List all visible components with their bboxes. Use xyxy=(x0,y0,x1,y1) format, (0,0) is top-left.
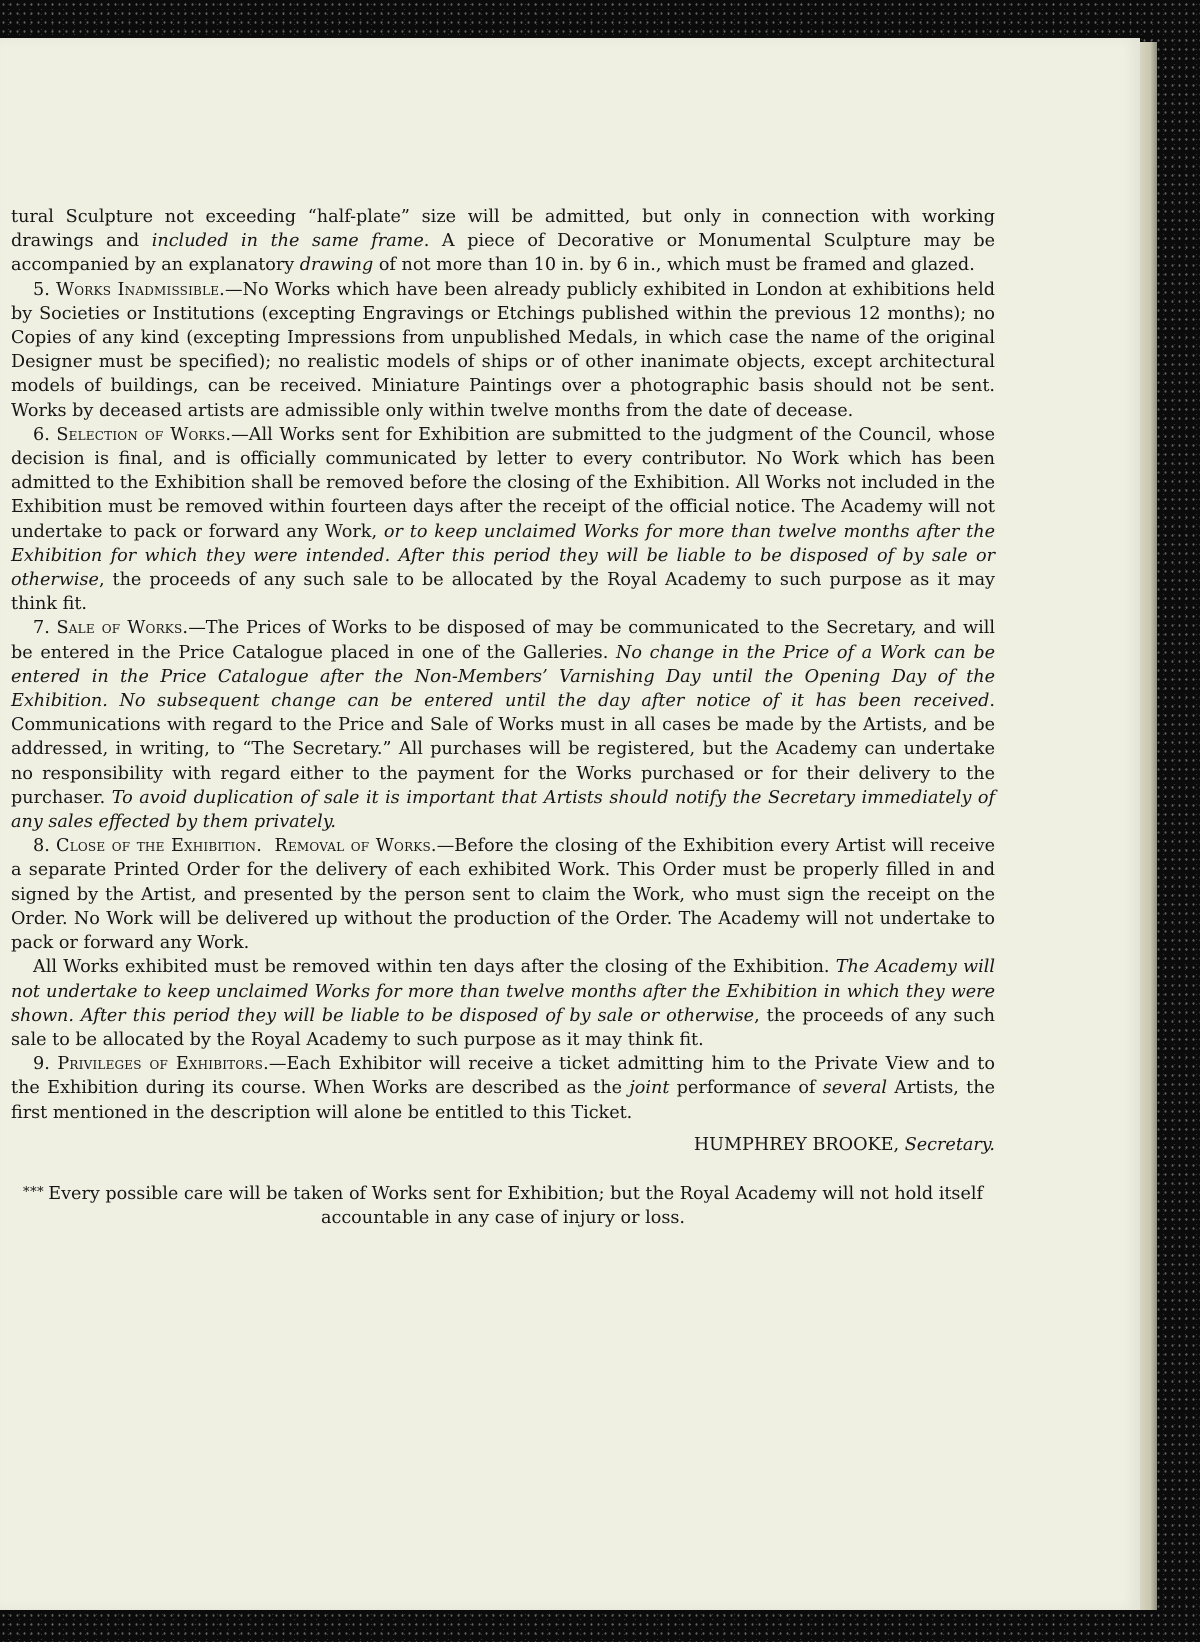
paragraph-removal-of-works xyxy=(11,955,995,1052)
document-page xyxy=(0,38,1140,1610)
section-heading: Works Inadmissible. xyxy=(55,279,225,300)
italic-run: drawing xyxy=(299,255,374,276)
section-heading: Selection of Works. xyxy=(56,424,232,445)
text-run: , the proceeds of any such sale to be allocated by the Royal Academy to such purpose as it may think fit. xyxy=(11,1005,995,1050)
signature-name: HUMPHREY BROOKE, xyxy=(693,1134,905,1155)
paragraph-privileges-of-exhibitors xyxy=(11,1052,995,1125)
paragraph-number: 8. xyxy=(33,836,57,857)
text-run: —The Prices of Works to be disposed of may be communicated to the Secretary, and will be entered in the Price Catalogue placed in one of the Galleries. xyxy=(11,618,995,663)
text-run: performance of xyxy=(669,1078,823,1099)
text-run: . A piece of Decorative or Monumental Sculpture may be accompanied by an explanatory xyxy=(11,231,995,276)
italic-run: To avoid duplication of sale it is important that Artists should notify the Secretary immediately of any sales effected by them privately. xyxy=(11,787,996,833)
text-run: of not more than 10 in. by 6 in., which must be framed and glazed. xyxy=(373,255,975,276)
italic-run: included in the same frame xyxy=(151,231,424,252)
care-note xyxy=(11,1181,995,1230)
paragraph-sculpture-continued xyxy=(11,205,995,278)
italic-run: or to keep unclaimed Works for more than twelve months after the Exhibition for which they were intended. After this period they will be liable to be disposed of by sale or otherwise xyxy=(11,521,995,591)
paragraph-number: 5. xyxy=(33,279,56,300)
text-run: tural Sculpture not exceeding “half-plate” size will be admitted, but only in connection with working drawings and xyxy=(11,207,995,252)
italic-run: No change in the Price of a Work can be entered in the Price Catalogue after the Non-Members’ Varnishing Day until the Opening Day of the Exhibition. No subsequent change can be entered until the day after notice of it has been received xyxy=(11,642,995,712)
paragraph-close-of-exhibition xyxy=(11,834,995,955)
text-run: All Works exhibited must be removed within ten days after the closing of the Exhibition. xyxy=(33,957,836,978)
section-heading: Removal of Works. xyxy=(274,836,437,857)
regulations-text xyxy=(11,205,995,1230)
note-text: Every possible care will be taken of Works sent for Exhibition; but the Royal Academy will not hold itself accountable in any case of injury or loss. xyxy=(42,1183,984,1229)
text-run: —Before the closing of the Exhibition every Artist will receive a separate Printed Order for the delivery of each exhibited Work. This Order must be properly filled in and signed by the Artist, and presented by the person sent to claim the Work, who must sign the receipt on the Order. No Work will be delivered up without the production of the Order. The Academy will not undertake to pack or forward any Work. xyxy=(11,836,995,954)
italic-run: joint xyxy=(629,1078,670,1099)
secretary-signature xyxy=(11,1133,995,1157)
signature-title: Secretary. xyxy=(904,1134,995,1155)
text-run: —No Works which have been already publicly exhibited in London at exhibitions held by Societies or Institutions (excepting Engravings or Etchings published within the previous 12 months); no Copies of any kind (excepting Impressions from unpublished Medals, in which case the name of the original Designer must be specified); no realistic models of ships or of other inanimate objects, except architectural models of buildings, can be received. Miniature Paintings over a photographic basis should not be sent. Works by deceased artists are admissible only within twelve months from the date of decease. xyxy=(11,279,995,421)
asterism-icon: * * * xyxy=(22,1184,43,1200)
text-run: . Communications with regard to the Price and Sale of Works must in all cases be made by the Artists, and be addressed, in writing, to “The Secretary.” All purchases will be registered, but the Academy can undertake no responsibility with regard either to the payment for the Works purchased or for their delivery to the purchaser. xyxy=(11,691,995,808)
paragraph-number: 9. xyxy=(33,1054,58,1075)
text-run: —Each Exhibitor will receive a ticket admitting him to the Private View and to the Exhibition during its course. When Works are described as the xyxy=(11,1054,995,1099)
italic-run: The Academy will not undertake to keep unclaimed Works for more than twelve months after the Exhibition in which they were shown. After this period they will be liable to be disposed of by sale or otherwise xyxy=(11,957,995,1026)
italic-run: several xyxy=(822,1078,888,1099)
section-heading: Close of the Exhibition. xyxy=(56,836,263,857)
section-heading: Privileges of Exhibitors. xyxy=(57,1054,269,1075)
paragraph-works-inadmissible xyxy=(11,278,995,423)
paragraph-number: 7. xyxy=(33,618,57,639)
text-run: , the proceeds of any such sale to be allocated by the Royal Academy to such purpose as it may think fit. xyxy=(11,570,995,615)
paragraph-sale-of-works xyxy=(11,616,995,834)
paragraph-selection-of-works xyxy=(11,423,995,617)
text-run: Artists, the first mentioned in the description will alone be entitled to this Ticket. xyxy=(11,1078,995,1123)
text-run: —All Works sent for Exhibition are submitted to the judgment of the Council, whose decision is final, and is officially communicated by letter to every contributor. No Work which has been admitted to the Exhibition shall be removed before the closing of the Exhibition. All Works not included in the Exhibition must be removed within fourteen days after the receipt of the official notice. The Academy will not undertake to pack or forward any Work, xyxy=(11,424,995,542)
paragraph-number: 6. xyxy=(33,424,57,445)
section-heading: Sale of Works. xyxy=(56,618,189,639)
